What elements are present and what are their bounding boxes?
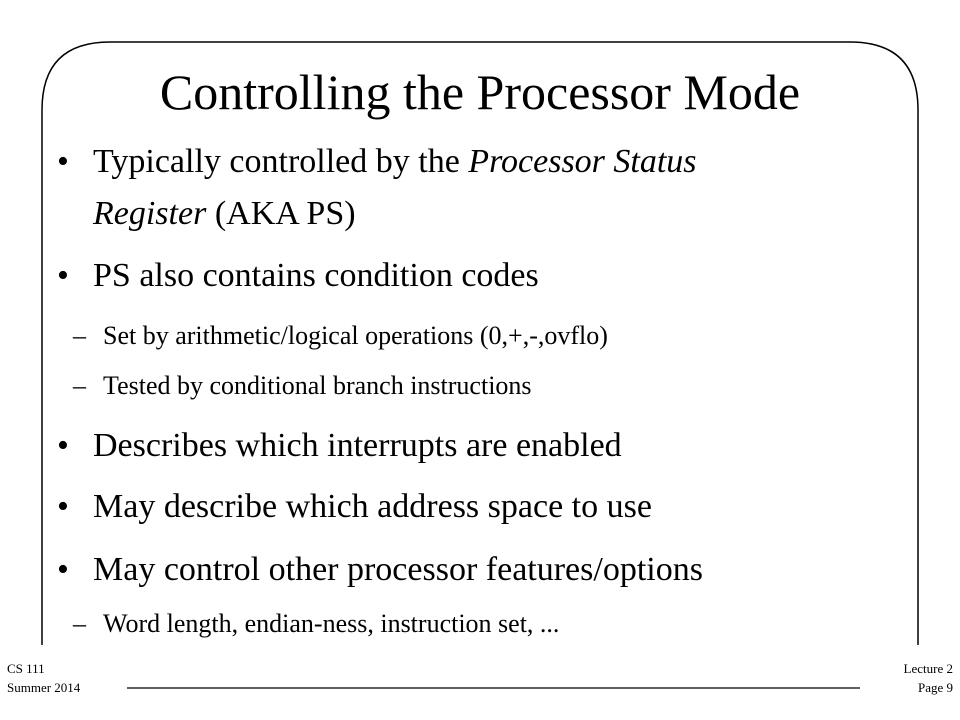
bullet-text: May describe which address space to use <box>93 488 652 525</box>
bullet-item <box>57 550 703 590</box>
bullet-text: Tested by conditional branch instructions <box>103 371 532 400</box>
bullet-marker: • <box>57 488 69 525</box>
dash-marker: – <box>73 609 86 638</box>
bullet-text: PS also contains condition codes <box>93 257 539 294</box>
bullet-marker: • <box>57 427 69 464</box>
footer-lecture: Lecture 2 <box>903 661 953 676</box>
sub-bullet-item <box>73 608 560 640</box>
bullet-text: Typically controlled by the <box>93 143 469 180</box>
footer-course: CS 111 <box>7 661 45 676</box>
bullet-item <box>57 142 697 182</box>
dash-marker: – <box>73 371 86 400</box>
bullet-marker: • <box>57 143 69 180</box>
bullet-text: Word length, endian-ness, instruction set, ... <box>103 609 560 638</box>
bullet-text-italic: Processor Status <box>468 143 697 180</box>
bullet-text: Describes which interrupts are enabled <box>93 427 622 464</box>
bullet-marker: • <box>57 257 69 294</box>
bullet-text: (AKA PS) <box>206 195 356 232</box>
bullet-item <box>57 426 622 466</box>
dash-marker: – <box>73 321 86 350</box>
footer-page: Page 9 <box>917 680 953 695</box>
bullet-text: Set by arithmetic/logical operations (0,+,-,ovflo) <box>103 321 608 350</box>
sub-bullet-item <box>73 320 608 352</box>
bullet-item <box>93 194 356 234</box>
slide-title: Controlling the Processor Mode <box>159 64 801 120</box>
footer-term: Summer 2014 <box>7 680 81 695</box>
bullet-marker: • <box>57 551 69 588</box>
sub-bullet-item <box>73 370 532 402</box>
bullet-item <box>57 487 652 527</box>
bullet-item <box>57 256 539 296</box>
bullet-text-italic: Register <box>93 195 207 232</box>
bullet-text: May control other processor features/options <box>93 551 703 588</box>
